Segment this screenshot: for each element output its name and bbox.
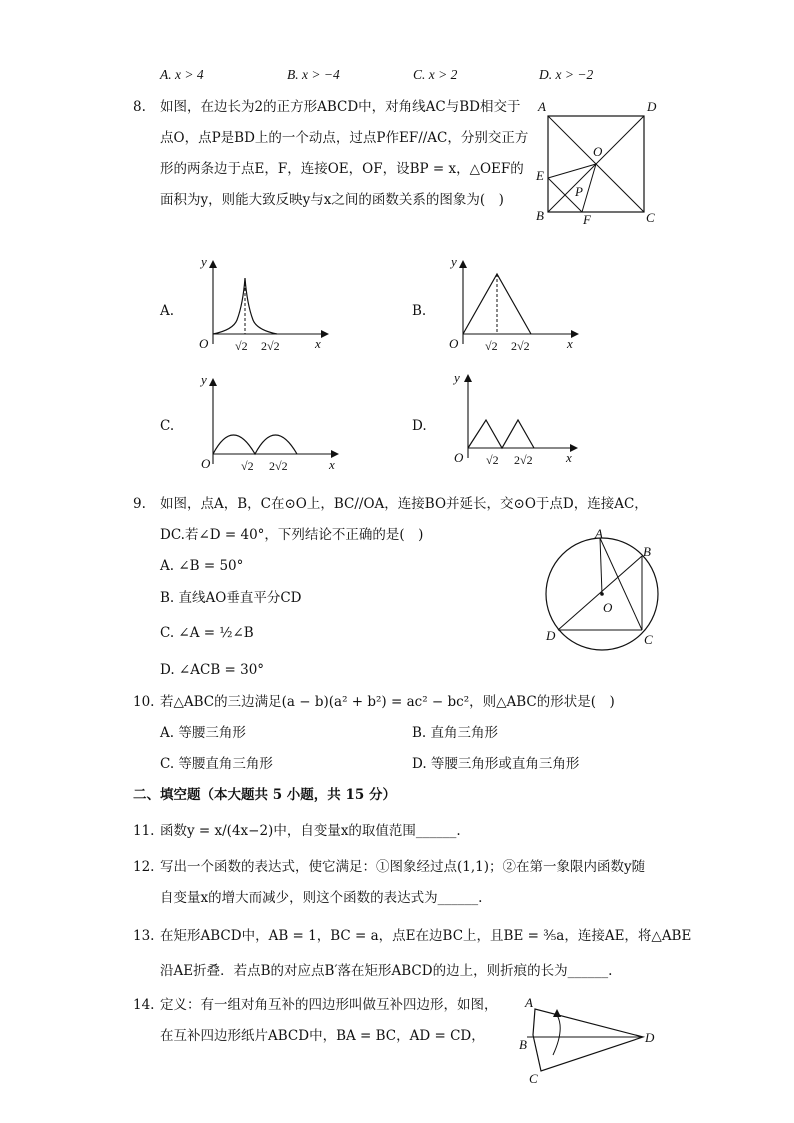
q10-option-a: A. 等腰三角形 [160,725,246,741]
graph-b-tick-sqrt2: √2 [485,339,498,353]
q12-text-line2: 自变量x的增大而减少，则这个函数的表达式为______. [160,890,483,906]
q8-text-line3: 形的两条边于点E，F，连接OE，OF，设BP = x，△OEF的 [160,161,524,177]
section-2-heading: 二、填空题（本大题共 5 小题，共 15 分） [133,787,396,803]
q10-text-line1: 若△ABC的三边满足(a − b)(a² + b²) = ac² − bc²，则△ABC的形状是( ) [160,694,615,710]
q9-option-d: D. ∠ACB = 30° [160,662,265,678]
q8-fig-label-f: F [583,212,591,227]
graph-c-origin: O [201,456,211,471]
q12-text-line1: 写出一个函数的表达式，使它满足：①图象经过点(1,1)；②在第一象限内函数y随 [160,859,646,875]
q8-number: 8. [133,99,146,115]
graph-b-y-label: y [451,254,457,269]
q8-option-a-letter: A. [160,303,175,319]
graph-b-origin: O [449,336,459,351]
graph-d-x-label: x [566,450,572,465]
graph-a-y-label: y [201,254,207,269]
q13-number: 13. [133,928,155,944]
q8-square-figure [530,98,670,228]
q8-fig-label-d: D [647,99,657,114]
q9-option-b: B. 直线AO垂直平分CD [160,590,302,606]
graph-a-tick-2sqrt2: 2√2 [261,339,280,353]
q8-graph-b [435,256,585,356]
graph-d-tick-sqrt2: √2 [486,453,499,467]
q8-option-c-letter: C. [160,418,175,434]
q10-number: 10. [133,694,155,710]
graph-b-x-label: x [567,336,573,351]
graph-a-tick-sqrt2: √2 [235,339,248,353]
q9-fig-label-o: O [603,600,613,615]
graph-b-tick-2sqrt2: 2√2 [511,339,530,353]
graph-d-tick-2sqrt2: 2√2 [514,453,533,467]
q7-option-a: A. x > 4 [160,67,204,82]
graph-c-y-label: y [201,372,207,387]
q7-option-d: D. x > −2 [539,67,594,82]
q8-text-line4: 面积为y，则能大致反映y与x之间的函数关系的图象为( ) [160,192,504,208]
graph-c-tick-sqrt2: √2 [241,459,254,473]
graph-c-x-label: x [329,457,335,472]
q8-text-line2: 点O，点P是BD上的一个动点，过点P作EF//AC，分别交正方 [160,130,529,146]
q12-number: 12. [133,859,155,875]
q7-option-c: C. x > 2 [413,67,458,82]
q13-text-line2: 沿AE折叠．若点B的对应点B′落在矩形ABCD的边上，则折痕的长为______. [160,963,613,979]
q8-graph-d [440,370,590,470]
q8-fig-label-c: C [646,210,655,225]
q13-text-line1: 在矩形ABCD中，AB = 1，BC = a，点E在边BC上，且BE = ⅗a，连接AE，将△ABE [160,928,692,944]
graph-d-origin: O [454,450,464,465]
q11-number: 11. [133,823,155,839]
q7-option-b: B. x > −4 [287,67,340,82]
q14-number: 14. [133,997,155,1013]
graph-c-tick-2sqrt2: 2√2 [269,459,288,473]
q9-option-c: C. ∠A = ½∠B [160,625,254,641]
q8-fig-label-e: E [536,168,544,183]
q9-option-a: A. ∠B = 50° [160,558,244,574]
q9-fig-label-b: B [643,544,651,559]
graph-a-x-label: x [315,336,321,351]
q9-fig-label-a: A [595,526,603,541]
q10-option-b: B. 直角三角形 [412,725,499,741]
q9-text-line1: 如图，点A，B，C在⊙O上，BC//OA，连接BO并延长，交⊙O于点D，连接AC， [160,496,648,512]
graph-a-origin: O [199,336,209,351]
q8-fig-label-o: O [593,144,603,159]
q14-fig-label-b: B [519,1037,527,1052]
q9-text-line2: DC.若∠D = 40°，下列结论不正确的是( ) [160,527,424,543]
q14-fig-label-c: C [529,1071,538,1086]
q14-fig-label-a: A [525,995,533,1010]
q8-fig-label-b: B [536,208,544,223]
q14-text-line2: 在互补四边形纸片ABCD中，BA = BC，AD = CD， [160,1028,485,1044]
q8-text-line1: 如图，在边长为2的正方形ABCD中，对角线AC与BD相交于 [160,99,521,115]
q14-text-line1: 定义：有一组对角互补的四边形叫做互补四边形，如图， [160,997,498,1013]
q11-text-line1: 函数y = x/(4x−2)中，自变量x的取值范围______. [160,823,461,839]
q9-circle-figure [540,528,670,653]
graph-d-y-label: y [454,370,460,385]
q14-fig-label-d: D [645,1030,655,1045]
q8-option-d-letter: D. [412,418,427,434]
q8-fig-label-p: P [575,184,583,199]
q10-option-c: C. 等腰直角三角形 [160,756,273,772]
q9-number: 9. [133,496,146,512]
q10-option-d: D. 等腰三角形或直角三角形 [412,756,580,772]
q8-option-b-letter: B. [412,303,427,319]
q9-fig-label-c: C [644,632,653,647]
q8-graph-a [185,256,335,356]
q8-fig-label-a: A [538,99,546,114]
q8-graph-c [185,370,345,473]
q9-fig-label-d: D [546,628,556,643]
q14-kite-figure [515,995,665,1085]
